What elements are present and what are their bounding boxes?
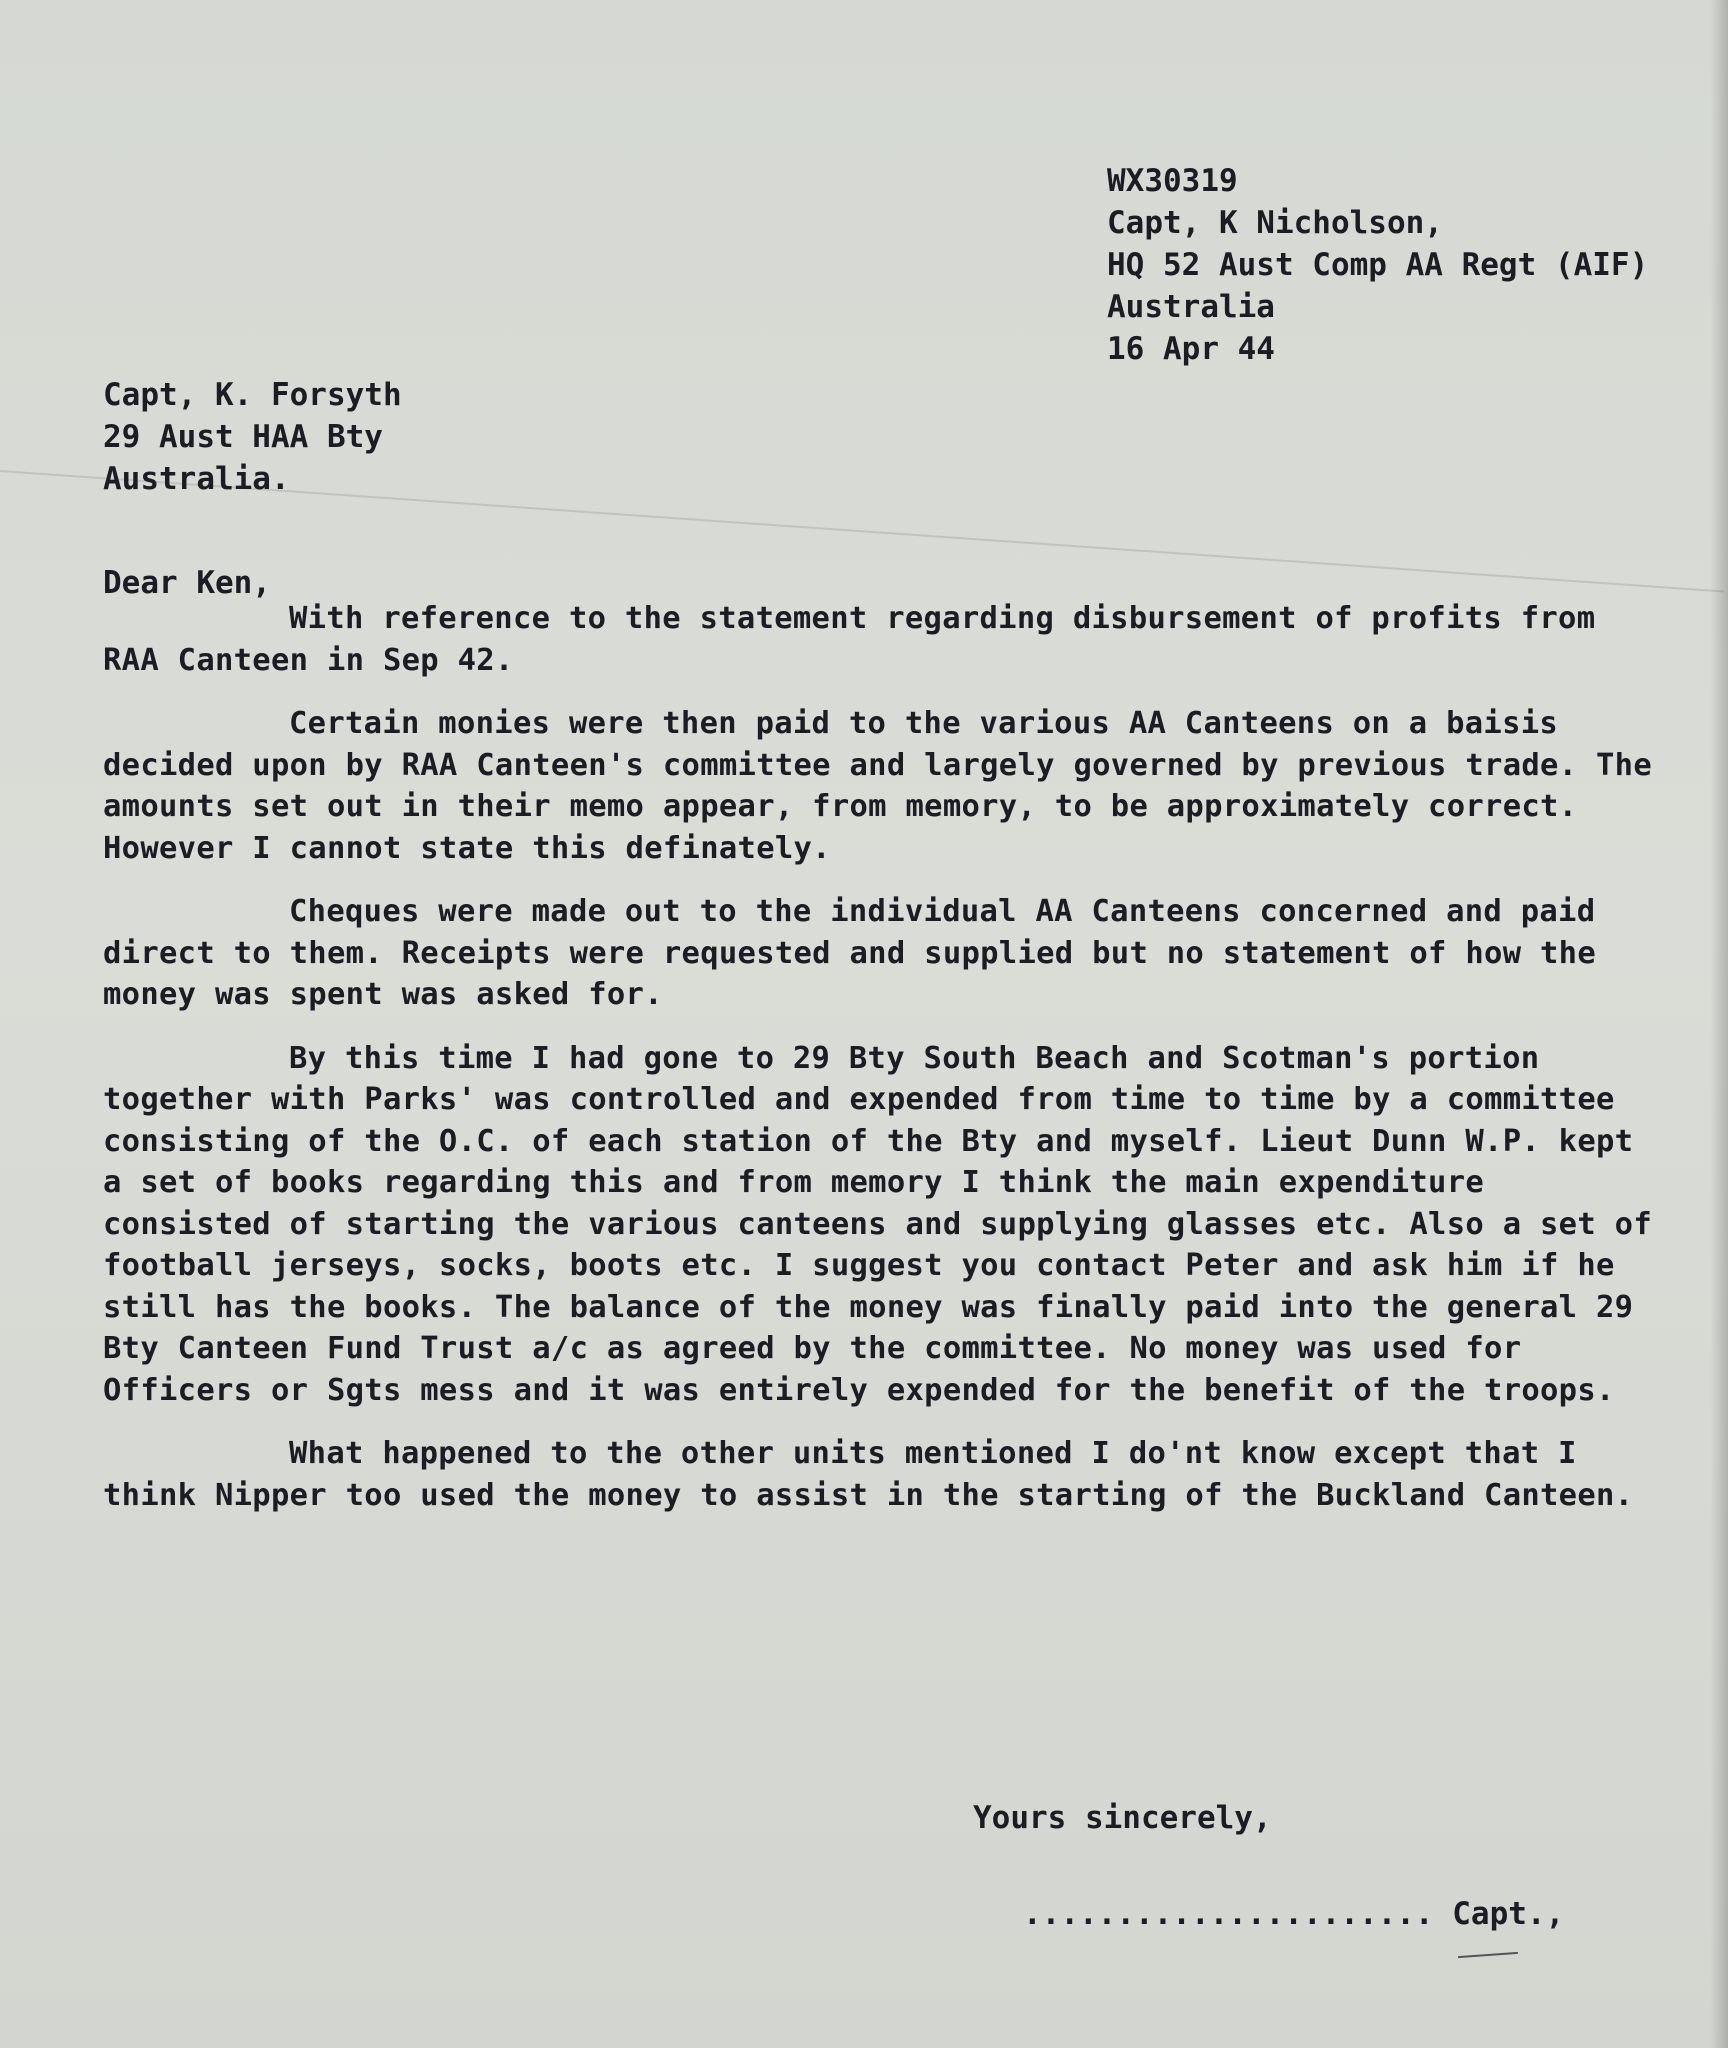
signature-line: ...................... Capt., [1023,1896,1565,1932]
paper-edge-shadow [1710,0,1728,2048]
sender-block [1107,160,1648,370]
letter-date: 16 Apr 44 [1107,331,1275,367]
body-paragraph: With reference to the statement regarding disbursement of profits from RAA Canteen in Sep 42. [103,601,1596,678]
sender-unit: HQ 52 Aust Comp AA Regt (AIF) [1107,247,1649,283]
salutation: Dear Ken, [103,565,271,601]
recipient-block [103,374,402,500]
sender-name: Capt, K Nicholson, [1107,205,1443,241]
closing: Yours sincerely, [973,1800,1272,1836]
sender-service-number: WX30319 [1107,163,1238,199]
recipient-name: Capt, K. Forsyth [103,377,402,413]
recipient-unit: 29 Aust HAA Bty [103,419,383,455]
letter-body [103,598,1663,1538]
sender-location: Australia [1107,289,1275,325]
body-paragraph: Cheques were made out to the individual AA Canteens concerned and paid direct to them. Receipts were requested and supplied but no statement of how the money was spent was asked for. [103,894,1597,1012]
body-paragraph: Certain monies were then paid to the various AA Canteens on a baisis decided upon by RAA Canteen's committee and largely governed by previous trade. The amounts set out in their memo appear, from memory, to be approximately correct. However I cannot state this definately. [103,706,1652,866]
pen-mark [1458,1952,1518,1958]
recipient-location: Australia. [103,461,290,497]
body-paragraph: What happened to the other units mentioned I do'nt know except that I think Nipper too used the money to assist in the starting of the Buckland Canteen. [103,1436,1634,1513]
body-paragraph: By this time I had gone to 29 Bty South Beach and Scotman's portion together with Parks' was controlled and expended from time to time by a committee consisting of the O.C. of each station of the Bty and myself. Lieut Dunn W.P. kept a set of books regarding this and from memory I think the main expenditure consisted of starting the various canteens and supplying glasses etc. Also a set of football jerseys, socks, boots etc. I suggest you contact Peter and ask him if he still has the books. The balance of the money was finally paid into the general 29 Bty Canteen Fund Trust a/c as agreed by the committee. No money was used for Officers or Sgts mess and it was entirely expended for the benefit of the troops. [103,1040,1652,1408]
